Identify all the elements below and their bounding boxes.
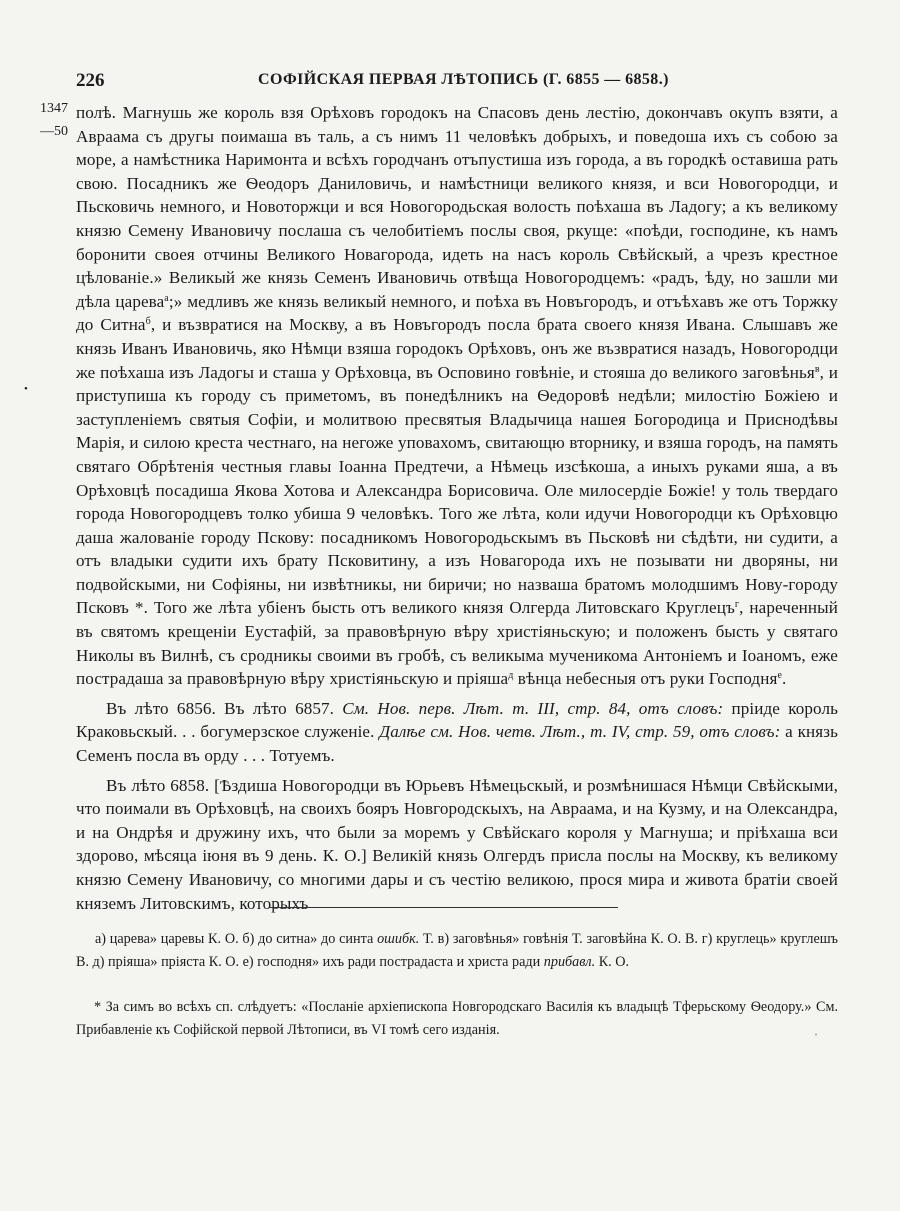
text-run: ;» медливъ же князь великый немного, и поѣха въ Новъгородъ, и отъѣхавъ же отъ Торжку до Ситна bbox=[76, 291, 838, 335]
paragraph-3: Въ лѣто 6858. [Ѣздиша Новогородци въ Юрьевъ Нѣмецьскый, и розмѣнишася Нѣмци Свѣйскыми, что поимали въ Орѣховцѣ, на своихъ бояръ Новгородскыхъ, на Авраама, и на Кузму, и на Олександра, и на Ондрѣя и дружину ихъ, что были за моремъ у Свѣйскаго короля у Магнуша; и пріѣхаша вси здорово, мѣсяца іюня въ 9 день. К. О.] Великій князь Олгердъ присла послы на Москву, къ великому князю Семену Ивановичу, со многими дары и съ честію великою, прося мира и живота братіи своей княземъ Литовскимъ, которыхъ bbox=[76, 775, 838, 913]
italic-abbr: ошибк. bbox=[377, 931, 420, 947]
text-run: полѣ. Магнушь же король взя Орѣховъ городокъ на Спасовъ день лестію, докончавъ окупъ взяти, а Авраама съ другы поимаша въ таль, а съ нимъ 11 человѣкъ добрыхъ, и поведоша ихъ съ собою за море, а намѣстника Наримонта и всѣхъ городчанъ отъпустиша изъ города, а въ городкѣ оставиша рать свою. Посадникъ же Ѳеодоръ Даниловичь, и намѣстници великого князя, и вси Новогородци, и Пьсковичь немного, и Новоторжци и вся Новогородьская волость поѣхаша въ Ладогу; а къ великому князю Семену Ивановичу послаша съ челобитіемъ послы своя, ркуще: «поѣди, господине, къ намъ боронити своея отчины Великого Новагорода, идеть на насъ король Свѣйскый, а чрезъ крестное цѣлованіе.» Великый же князь Семенъ Ивановичь отвѣща Новогородцемъ: «радъ, ѣду, но зашли ми дѣла царева bbox=[76, 103, 838, 311]
italic-abbr: прибавл. bbox=[543, 954, 596, 970]
footnote-ref-d: г bbox=[734, 599, 740, 611]
running-title: СОФІЙСКАЯ ПЕРВАЯ ЛѢТОПИСЬ (Г. 6855 — 6858.) bbox=[258, 71, 669, 88]
text-run: пріиде король Краковьскый. . . богумерзское служеніе. bbox=[76, 698, 838, 742]
text-run: , и приступиша къ городу съ приметомъ, въ понедѣлникъ на Ѳедоровѣ недѣли; милостію Божіею и заступленіемъ святыя Софіи, и молитвою пресвятыя Владычица нашея Богородица и Приснодѣвы Марія, и силою креста честнаго, на негоже уповахомъ, свитающю вторнику, и взяша городъ, на память святаго Обрѣтенія честныя главы Іоанна Предтечи, а Нѣмець изсѣкоша, а иныхъ руками яша, а въ Орѣховцѣ посадиша Якова Хотова и Александра Борисовича. Оле милосердіе Божіе! у толь твердаго города Новогородцевъ толко убиша 9 человѣкъ. Того же лѣта, коли идучи Новогородци къ Орѣховцю даша жалованіе городу Пскову: посадникомъ Новогородьскымъ въ Пьсковѣ ни сѣдѣти, ни судити, а отъ владыки судити ихъ брату Псковитину, а изъ Новагорода ихъ не позывати ни дворяны, ни подвойскыми, ни Софіяны, ни извѣтникы, ни биричи; но назваша братомъ молодшимъ Нову-городу Псковъ *. Того же лѣта убіенъ бысть отъ великого князя Олгерда Литовскаго Круглецъ bbox=[76, 362, 838, 618]
text-run: , и възвратися на Москву, а въ Новъгородъ посла брата своего князя Ивана. Слышавъ же князь Иванъ Ивановичь, яко Нѣмци взяша городокъ Орѣховъ, онъ же възвратися назадъ, Новогородци же поѣхаша изъ Ладогы и сташа у Орѣховца, въ Осповино говѣніе, и стояша до великого заговѣнья bbox=[76, 315, 838, 382]
margin-year-range: —50 bbox=[40, 124, 68, 139]
text-run: а князь Семенъ посла въ орду . . . Тотуемъ. bbox=[76, 722, 838, 766]
paragraph-1 bbox=[76, 101, 838, 691]
variant-readings bbox=[76, 928, 838, 974]
text-run: К. О. bbox=[595, 954, 630, 970]
footnote-ref-a: а bbox=[164, 292, 169, 304]
footnote-ref-e: д bbox=[508, 670, 514, 682]
reference-italic: Далѣе см. Нов. четв. Лѣт., т. IV, стр. 59, отъ словъ: bbox=[379, 722, 781, 742]
text-run: . bbox=[782, 669, 787, 689]
footnote-ref-c: в bbox=[814, 363, 820, 375]
text-run: Т. в) заговѣнья» говѣнія Т. заговѣйна К. О. В. г) круглець» круглешъ В. д) пріяша» пріяста К. О. е) господня» ихъ ради пострадаста и христа ради bbox=[76, 931, 838, 970]
page-header bbox=[0, 70, 900, 96]
footnotes bbox=[76, 928, 838, 1042]
footnote-ref-f: е bbox=[777, 670, 782, 682]
page-number: 226 bbox=[76, 70, 105, 91]
text-run: а) царева» царевы К. О. б) до ситна» до синта bbox=[95, 931, 378, 947]
margin-year: 1347 bbox=[40, 101, 68, 116]
paragraph-2 bbox=[76, 697, 838, 768]
margin-tick: ˌ bbox=[814, 1022, 818, 1036]
footnote-divider bbox=[270, 907, 618, 908]
asterisk-note: * За симъ во всѣхъ сп. слѣдуетъ: «Посланіе архіепископа Новгородскаго Василія къ владыцѣ Тферьскому Ѳеодору.» См. Прибавленіе къ Софійской первой Лѣтописи, въ VI томѣ сего изданія. bbox=[76, 999, 838, 1038]
reference-italic: См. Нов. перв. Лѣт. т. III, стр. 84, отъ словъ: bbox=[342, 698, 724, 718]
body-text bbox=[76, 101, 838, 915]
margin-mark: • bbox=[24, 383, 28, 395]
footnote-ref-b: б bbox=[145, 316, 151, 328]
text-run: , нареченный въ святомъ крещеніи Еустафій, за правовѣрную вѣру христіяньскую; и положенъ бысть у святаго Николы въ Вилнѣ, съ сродникы своими въ гробѣ, съ великыма мученикома Антоніемъ и Іоаномъ, еже пострадаша за правовѣрную вѣру христіяньскую и пріяша bbox=[76, 598, 838, 689]
text-run: вѣнца небесныя отъ руки Господня bbox=[513, 669, 778, 689]
text-run: Въ лѣто 6856. Въ лѣто 6857. bbox=[106, 698, 343, 718]
